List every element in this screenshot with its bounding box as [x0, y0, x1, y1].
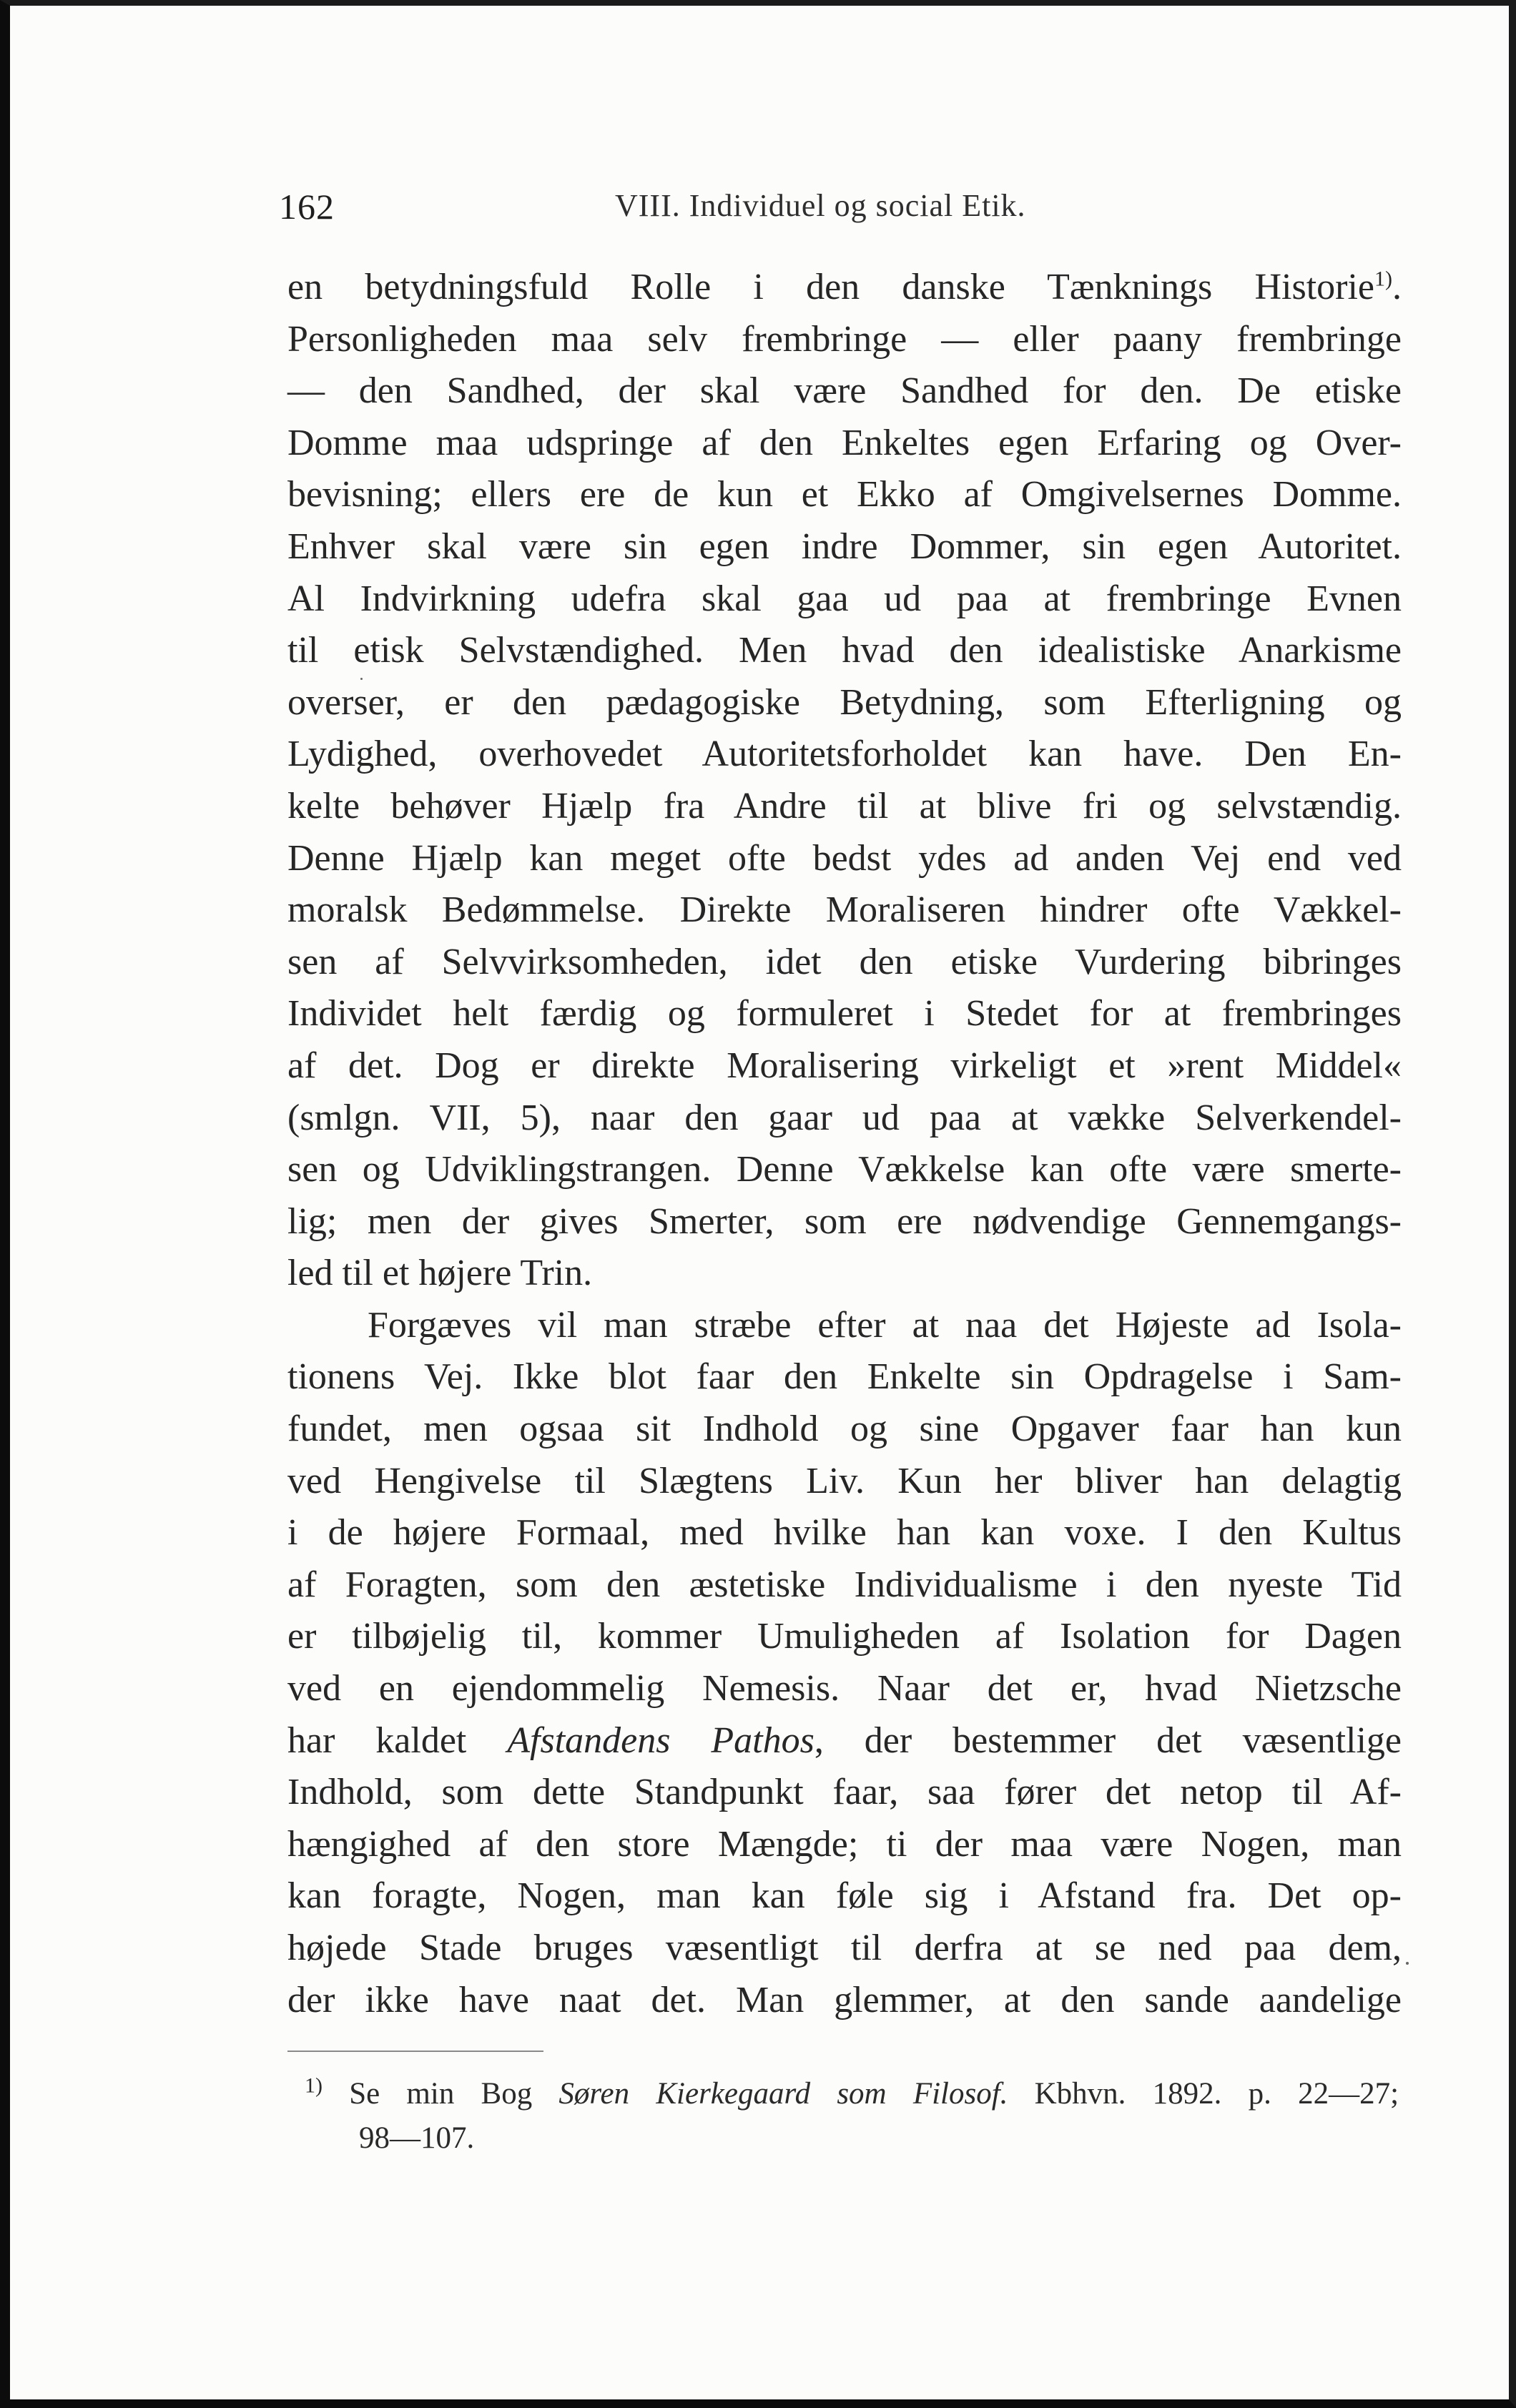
- text-line: [287, 937, 1402, 989]
- text-line: [287, 781, 1402, 833]
- text-line: [287, 1456, 1402, 1508]
- line-text: moralsk Bedømmelse. Direkte Moraliseren hindrer ofte Vækkel-: [287, 889, 1402, 931]
- footnote-book-title: Søren Kierkegaard som Filosof.: [558, 2077, 1008, 2111]
- text-line: [287, 1819, 1402, 1871]
- line-text: der ikke have naat det. Man glemmer, at den sande aandelige: [287, 1979, 1402, 2020]
- line-text: kan foragte, Nogen, man kan føle sig i Afstand fra. Det op-: [287, 1875, 1402, 1917]
- line-text: (smlgn. VII, 5), naar den gaar ud paa at vække Selverkendel-: [287, 1097, 1402, 1138]
- line-text: en betydningsfuld Rolle i den danske Tænknings Historie: [287, 267, 1374, 307]
- text-line: [287, 1040, 1402, 1092]
- line-text: sen af Selvvirksomheden, idet den etiske Vurdering bibringes: [287, 941, 1402, 982]
- text-line: [287, 884, 1402, 937]
- text-line: [287, 1092, 1402, 1145]
- text-line: [287, 988, 1402, 1040]
- line-text: fundet, men ogsaa sit Indhold og sine Opgaver faar han kun: [287, 1408, 1402, 1450]
- footnote-rule: [287, 2051, 543, 2052]
- line-text: led til et højere Trin.: [287, 1253, 593, 1294]
- scan-speck: [1406, 1962, 1409, 1965]
- line-text: Lydighed, overhovedet Autoritetsforholdet kan have. Den En-: [287, 734, 1402, 775]
- line-text: Individet helt færdig og formuleret i Stedet for at frembringes: [287, 993, 1402, 1035]
- text-line: [287, 1767, 1402, 1819]
- text-line: [287, 1923, 1402, 1975]
- line-text: , der bestemmer det væsentlige: [814, 1719, 1402, 1761]
- footnote-text: Kbhvn. 1892. p. 22—27;: [1008, 2077, 1399, 2111]
- text-line: [287, 1975, 1402, 2027]
- line-text: tionens Vej. Ikke blot faar den Enkelte sin Opdragelse i Sam-: [287, 1356, 1402, 1398]
- text-line: [287, 1196, 1402, 1248]
- line-text: ved Hengivelse til Slægtens Liv. Kun her bliver han delagtig: [287, 1460, 1402, 1501]
- line-text: af Foragten, som den æstetiske Individualisme i den nyeste Tid: [287, 1564, 1402, 1605]
- line-text: .: [1392, 267, 1402, 307]
- scan-speck: [360, 678, 363, 680]
- line-text: Enhver skal være sin egen indre Dommer, sin egen Autoritet.: [287, 525, 1402, 567]
- footnotes: [305, 2072, 1399, 2161]
- text-line: [287, 1870, 1402, 1923]
- text-line: [287, 314, 1402, 366]
- line-text: bevisning; ellers ere de kun et Ekko af Omgivelsernes Domme.: [287, 474, 1402, 515]
- text-line: [287, 1300, 1402, 1352]
- line-text: til etisk Selvstændighed. Men hvad den idealistiske Anarkisme: [287, 630, 1402, 671]
- text-line: [287, 573, 1402, 626]
- text-line: [287, 1663, 1402, 1715]
- page-header: [279, 186, 1409, 229]
- line-text: Denne Hjælp kan meget ofte bedst ydes ad anden Vej end ved: [287, 837, 1402, 879]
- line-text: ved en ejendommelig Nemesis. Naar det er, hvad Nietzsche: [287, 1668, 1402, 1709]
- line-text: har kaldet: [287, 1719, 508, 1761]
- line-text: højede Stade bruges væsentligt til derfra at se ned paa dem,: [287, 1928, 1402, 1968]
- line-text: af det. Dog er direkte Moralisering virkeligt et »rent Middel«: [287, 1045, 1402, 1086]
- line-text: Domme maa udspringe af den Enkeltes egen Erfaring og Over-: [287, 422, 1402, 463]
- italic-title: Afstandens Pathos: [507, 1719, 814, 1761]
- line-text: Indhold, som dette Standpunkt faar, saa fører det netop til Af-: [287, 1772, 1402, 1813]
- text-line: [287, 1351, 1402, 1403]
- footnote-number: 1): [305, 2073, 323, 2098]
- text-line: [287, 1507, 1402, 1559]
- footnote-continuation: 98—107.: [359, 2121, 475, 2155]
- text-line: [287, 1144, 1402, 1196]
- footnote-marker: 1): [1374, 267, 1392, 291]
- text-line: [287, 1248, 1402, 1300]
- footnote-line: [305, 2072, 1399, 2116]
- text-line: [287, 1403, 1402, 1456]
- footnote-text: Se min Bog: [323, 2077, 559, 2111]
- page-number: 162: [279, 187, 335, 227]
- text-line: [287, 521, 1402, 573]
- text-line: [287, 729, 1402, 781]
- text-line: [287, 677, 1402, 729]
- text-line: [287, 1611, 1402, 1663]
- line-text: Personligheden maa selv frembringe — eller paany frembringe: [287, 318, 1402, 360]
- line-text: Forgæves vil man stræbe efter at naa det Højeste ad Isola-: [368, 1304, 1402, 1346]
- text-line: [287, 418, 1402, 470]
- text-line: [287, 1715, 1402, 1767]
- line-text: Al Indvirkning udefra skal gaa ud paa at frembringe Evnen: [287, 578, 1402, 619]
- running-head: VIII. Individuel og social Etik.: [615, 188, 1026, 223]
- line-text: lig; men der gives Smerter, som ere nødvendige Gennemgangs-: [287, 1200, 1402, 1242]
- text-line: [287, 469, 1402, 521]
- line-text: er tilbøjelig til, kommer Umuligheden af Isolation for Dagen: [287, 1616, 1402, 1657]
- text-line: [287, 625, 1402, 677]
- line-text: sen og Udviklingstrangen. Denne Vækkelse kan ofte være smerte-: [287, 1149, 1402, 1190]
- body-text: [287, 262, 1402, 2026]
- line-text: i de højere Formaal, med hvilke han kan voxe. I den Kultus: [287, 1512, 1402, 1554]
- text-line: [287, 365, 1402, 418]
- text-line: [287, 833, 1402, 885]
- line-text: — den Sandhed, der skal være Sandhed for den. De etiske: [287, 370, 1402, 412]
- line-text: overser, er den pædagogiske Betydning, som Efterligning og: [287, 681, 1402, 723]
- line-text: kelte behøver Hjælp fra Andre til at blive fri og selvstændig.: [287, 785, 1402, 826]
- text-line: [287, 262, 1402, 314]
- text-line: [287, 1559, 1402, 1612]
- line-text: hængighed af den store Mængde; ti der maa være Nogen, man: [287, 1823, 1402, 1865]
